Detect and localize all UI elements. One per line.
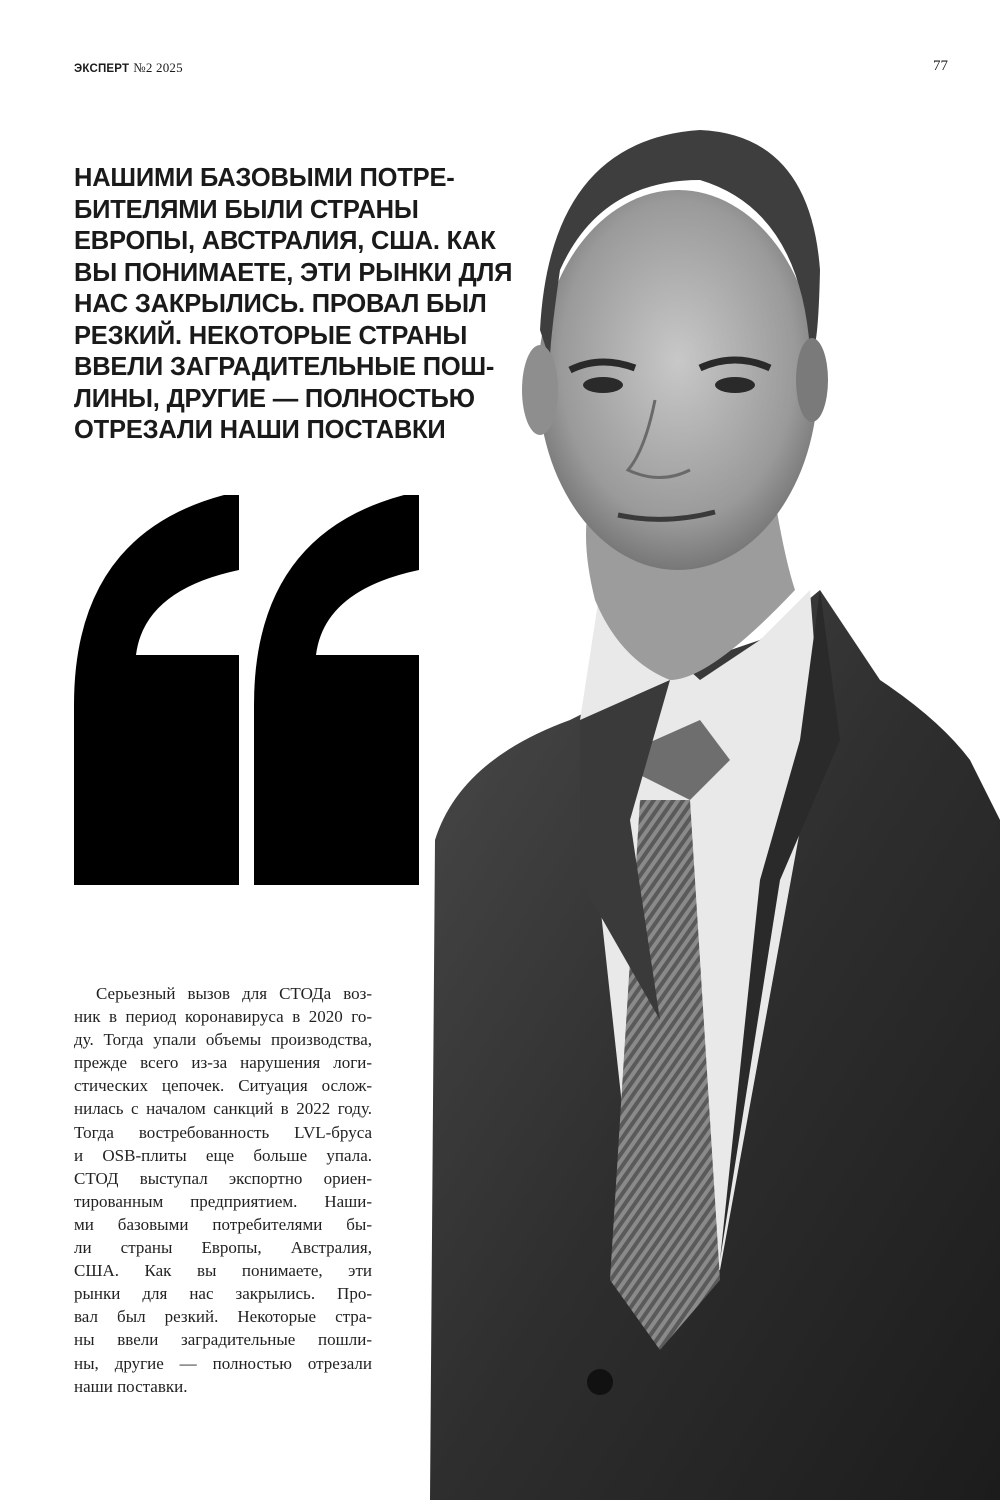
pull-quote [74, 163, 513, 447]
body-line: Тогда востребованность LVL-бруса [74, 1122, 372, 1142]
body-line: тированным предприятием. Наши- [74, 1191, 372, 1211]
body-line: рынки для нас закрылись. Про- [74, 1284, 372, 1304]
body-line: стических цепочек. Ситуация ослож- [74, 1076, 372, 1096]
body-line: Серьезный вызов для СТОДа воз- [96, 984, 372, 1003]
body-line: ли страны Европы, Австралия, [74, 1238, 372, 1258]
body-line: наши поставки. [74, 1376, 188, 1396]
magazine-name: ЭКСПЕРТ [74, 63, 130, 75]
pull-quote-line: ЕВРОПЫ, АВСТРАЛИЯ, США. КАК [74, 227, 496, 255]
issue-number: №2 2025 [133, 60, 183, 75]
body-line: ми базовыми потребителями бы- [74, 1214, 372, 1234]
pull-quote-line: НАШИМИ БАЗОВЫМИ ПОТРЕ- [74, 164, 455, 192]
running-header [74, 60, 183, 76]
pull-quote-line: ВВЕЛИ ЗАГРАДИТЕЛЬНЫЕ ПОШ- [74, 353, 495, 381]
body-line: СТОД выступал экспортно ориен- [74, 1168, 372, 1188]
body-line: прежде всего из-за нарушения логи- [74, 1053, 372, 1073]
body-paragraph [74, 982, 372, 1398]
body-line: ник в период коронавируса в 2020 го- [74, 1007, 372, 1027]
pull-quote-line: НАС ЗАКРЫЛИСЬ. ПРОВАЛ БЫЛ [74, 290, 487, 318]
body-line: США. Как вы понимаете, эти [74, 1261, 372, 1281]
pull-quote-line: ВЫ ПОНИМАЕТЕ, ЭТИ РЫНКИ ДЛЯ [74, 258, 513, 287]
body-line: вал был резкий. Некоторые стра- [74, 1307, 372, 1327]
body-line: ду. Тогда упали объемы производства, [74, 1030, 372, 1050]
body-line: ны ввели заградительные пошли- [74, 1330, 372, 1350]
quotation-mark-icon [74, 495, 434, 885]
pull-quote-line: ОТРЕЗАЛИ НАШИ ПОСТАВКИ [74, 416, 446, 444]
page-number: 77 [933, 58, 948, 74]
pull-quote-line: БИТЕЛЯМИ БЫЛИ СТРАНЫ [74, 195, 419, 224]
body-line: ны, другие — полностью отрезали [74, 1353, 372, 1373]
body-line: нилась с началом санкций в 2022 году. [74, 1099, 372, 1119]
pull-quote-line: ЛИНЫ, ДРУГИЕ — ПОЛНОСТЬЮ [74, 384, 475, 413]
body-line: и OSB-плиты еще больше упала. [74, 1145, 372, 1165]
pull-quote-line: РЕЗКИЙ. НЕКОТОРЫЕ СТРАНЫ [74, 321, 468, 350]
